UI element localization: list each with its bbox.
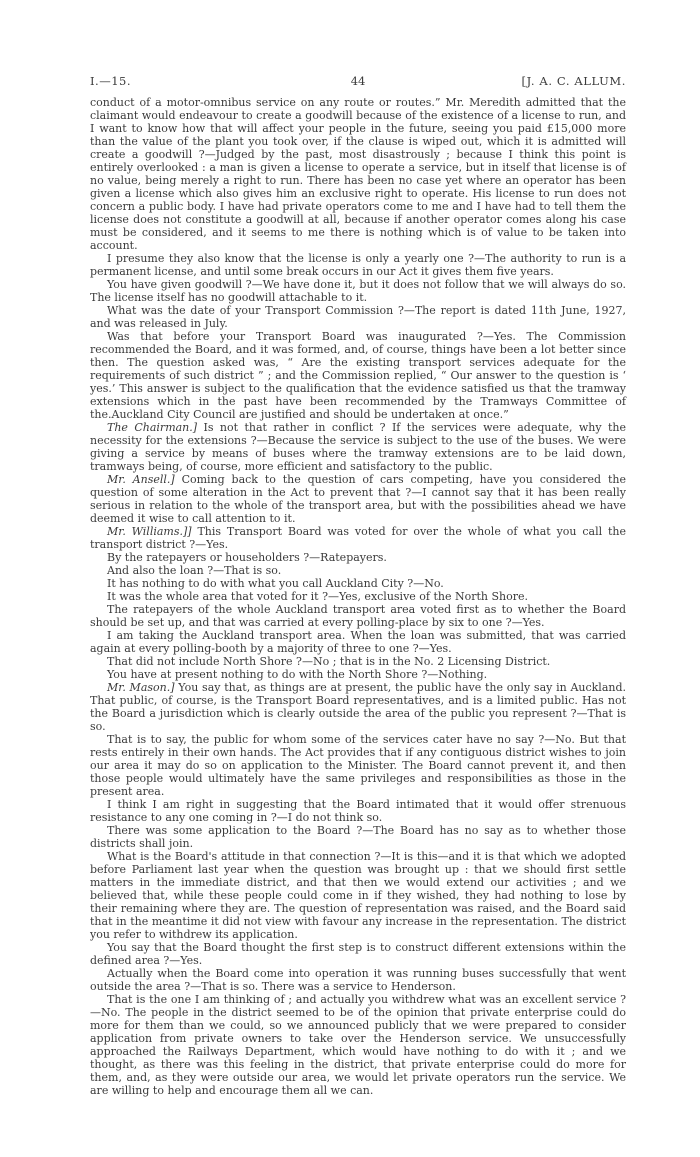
transcript-paragraph: The ratepayers of the whole Auckland transport area voted first as to whether the Board should be set up, and that was carried at every polling-place by six to one ?—Yes. [90,603,626,629]
paper-number: I.—15. [90,74,131,88]
transcript-paragraph: I am taking the Auckland transport area. When the loan was submitted, that was carried again at every polling-booth by a majority of three to one ?—Yes. [90,629,626,655]
transcript-paragraph: It has nothing to do with what you call Auckland City ?—No. [107,577,444,590]
transcript-body [90,96,626,1097]
transcript-paragraph: Actually when the Board come into operation it was running buses successfully that went outside the area ?—That is so. There was a service to Henderson. [90,967,626,993]
transcript-paragraph: The Chairman.] Is not that rather in conflict ? If the services were adequate, why the necessity for the extensions ?—Because the service is subject to the use of the buses. We were giving a service by means of buses where the tramway extensions are to be laid down, tramways being, of course, more efficient and satisfactory to the public. [90,421,627,473]
transcript-paragraph: That did not include North Shore ?—No ; that is in the No. 2 Licensing District. [107,655,551,668]
transcript-paragraph: By the ratepayers or householders ?—Ratepayers. [107,551,387,564]
transcript-paragraph: I think I am right in suggesting that the Board intimated that it would offer strenuous resistance to any one coming in ?—I do not think so. [90,798,626,824]
page-content [90,74,626,1097]
witness-name: [J. A. C. ALLUM. [521,74,627,88]
speaker-label: The Chairman.] [107,421,198,434]
transcript-paragraph: Mr. Ansell.] Coming back to the question of cars competing, have you considered the question of some alteration in the Act to prevent that ?—I cannot say that it has been really serious in relation to the whole of the transport area, but with the possibilities ahead we have deemed it wise to call attention to it. [90,473,626,525]
transcript-paragraph: It was the whole area that voted for it ?—Yes, exclusive of the North Shore. [107,590,529,603]
page-number: 44 [350,74,366,88]
transcript-paragraph: That is to say, the public for whom some of the services cater have no say ?—No. But that rests entirely in their own hands. The Act provides that if any contiguous district wishes to join our area it may do so on application to the Minister. The Board cannot prevent it, and then those people would ultimately have the same privileges and responsibilities as those in the present area. [90,733,626,798]
transcript-paragraph: You have at present nothing to do with the North Shore ?—Nothing. [107,668,488,681]
transcript-paragraph: Was that before your Transport Board was inaugurated ?—Yes. The Commission recommended the Board, and it was formed, and, of course, things have been a lot better since then. The question asked was, “ Are the existing transport services adequate for the requirements of such district ” ; and the Commission replied, “ Our answer to the question is ‘ yes.’ This answer is subject to the qualification that the evidence satisfied us that the tramway extensions which in the past have been recommended by the Tramways Committee of the.Auckland City Council are justified and should be undertaken at once.” [90,330,626,421]
transcript-paragraph: There was some application to the Board ?—The Board has no say as to whether those districts shall join. [90,824,626,850]
transcript-paragraph: What is the Board's attitude in that connection ?—It is this—and it is that which we adopted before Parliament last year when the question was brought up : that we should first settle matters in the immediate district, and that then we would extend our activities ; and we believed that, while these people could come in if they wished, they had nothing to lose by their remaining where they are. The question of representation was raised, and the Board said that in the meantime it did not view with favour any increase in the representation. The district you refer to withdrew its application. [90,850,626,941]
transcript-paragraph: And also the loan ?—That is so. [107,564,282,577]
speaker-label: Mr. Williams.]] [107,525,192,538]
transcript-paragraph: Mr. Mason.] You say that, as things are at present, the public have the only say in Auckland. That public, of course, is the Transport Board representatives, and is a limited public. Has not the Board a jurisdiction which is clearly outside the area of the public you represent ?—That is so. [90,681,627,733]
transcript-paragraph: I presume they also know that the license is only a yearly one ?—The authority to run is a permanent license, and until some break occurs in our Act it gives them five years. [90,252,626,278]
page-header [90,74,626,88]
transcript-paragraph: conduct of a motor-omnibus service on any route or routes.” Mr. Meredith admitted that the claimant would endeavour to create a goodwill because of the existence of a license to run, and I want to know how that will affect your people in the future, seeing you paid £15,000 more than the value of the plant you took over, if the clause is wiped out, which it is admitted will create a goodwill ?—Judged by the past, most disastrously ; because I think this point is entirely overlooked : a man is given a license to operate a service, but in itself that license is of no value, being merely a right to run. There has been no case yet where an operator has been given a license which also gives him an exclusive right to operate. His license to run does not concern a public body. I have had private operators come to me and I have had to tell them the license does not constitute a goodwill at all, because if another operator comes along his case must be considered, and it seems to me there is nothing which is of value to be taken into account. [90,96,626,252]
transcript-paragraph: Mr. Williams.]] This Transport Board was voted for over the whole of what you call the transport district ?—Yes. [90,525,626,551]
speaker-label: Mr. Mason.] [107,681,175,694]
speaker-label: Mr. Ansell.] [107,473,175,486]
transcript-paragraph: You say that the Board thought the first step is to construct different extensions within the defined area ?—Yes. [90,941,626,967]
transcript-paragraph: That is the one I am thinking of ; and actually you withdrew what was an excellent service ?—No. The people in the district seemed to be of the opinion that private enterprise could do more for them than we could, so we announced publicly that we were prepared to consider application from private owners to take over the Henderson service. We unsuccessfully approached the Railways Department, which would have nothing to do with it ; and we thought, as there was this feeling in the district, that private enterprise could do more for them, and, as they were outside our area, we would let private operators run the service. We are willing to help and encourage them all we can. [90,993,626,1097]
transcript-paragraph: You have given goodwill ?—We have done it, but it does not follow that we will always do so. The license itself has no goodwill attachable to it. [90,278,626,304]
transcript-paragraph: What was the date of your Transport Commission ?—The report is dated 11th June, 1927, and was released in July. [90,304,626,330]
